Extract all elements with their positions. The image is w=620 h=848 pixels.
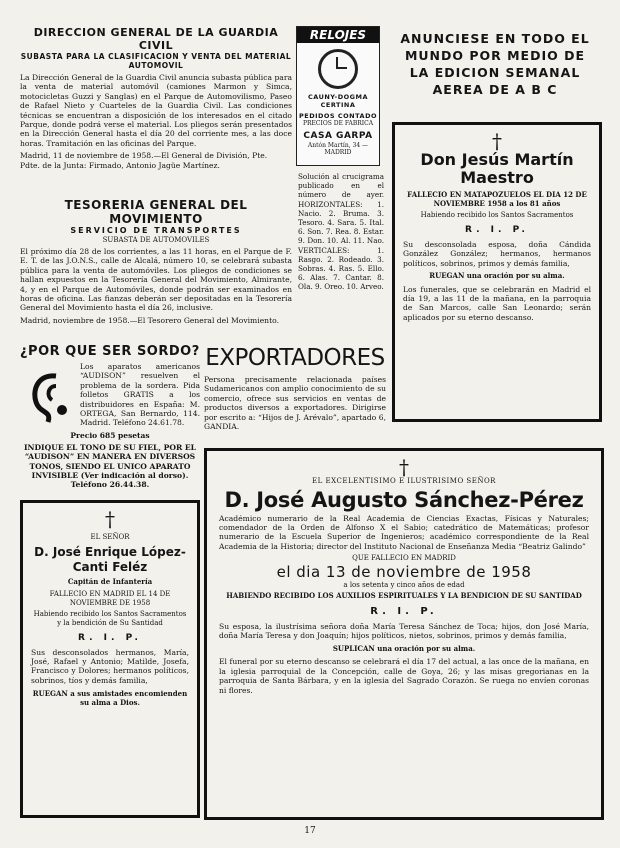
anunciese-line2: MUNDO POR MEDIO DE [404, 48, 586, 63]
lopez-died: FALLECIO EN MADRID EL 14 DE NOVIEMBRE DE 1958 [49, 590, 171, 607]
relojes-line2: PRECIOS DE FABRICA [302, 120, 374, 127]
crossword-solution [298, 172, 384, 340]
maestro-died: FALLECIO EN MATAPOZUELOS EL DIA 12 DE NOVIEMBRE 1958 a los 81 años [407, 190, 587, 208]
tesoreria-signature: Madrid, noviembre de 1958.—El Tesorero General del Movimiento. [20, 315, 279, 325]
sanchez-date: el dia 13 de noviembre de 1958 [276, 562, 532, 581]
audison-price: Precio 685 pesetas [70, 430, 150, 440]
maestro-ruegan: RUEGAN una oración por su alma. [429, 271, 565, 280]
cross-icon: † [492, 129, 502, 153]
maestro-funeral: Los funerales, que se celebrarán en Madrid el día 19, a las 11 de la mañana, en la parroquia de San Marcos, calle San Leonardo; serán aplicados por su eterno descanso. [403, 284, 591, 322]
cross-icon: † [399, 455, 409, 479]
ear-icon [26, 370, 74, 428]
audison-banner: INDIQUE EL TONO DE SU FIEL, POR EL “AUDISON” EN MANERA EN DIVERSOS TONOS, SIENDO EL UNICO APARATO INVISIBLE (Ver indicación al dorso). Teléfono 26.44.38. [23, 442, 197, 490]
watch-icon [318, 49, 358, 89]
anunciese-line3: LA EDICION SEMANAL [409, 65, 581, 80]
relojes-ad-header: RELOJES [297, 27, 379, 43]
sanchez-career: Académico numerario de la Real Academia de Ciencias Exactas, Físicas y Naturales; comendador de la Orden de Alfonso X el Sabio; catedrático de Matemáticas; profesor numerario de la Escuela Superior de Ingenieros; académico correspondiente de la Real Academia de la Historia; director del Instituto Nacional de Enseñanza Media “Beatriz Galindo” [219, 513, 589, 551]
sanchez-sacraments: HABIENDO RECIBIDO LOS AUXILIOS ESPIRITUALES Y LA BENDICION DE SU SANTIDAD [226, 591, 582, 601]
sanchez-died-intro: QUE FALLECIO EN MADRID [352, 554, 456, 563]
sanchez-family: Su esposa, la ilustrísima señora doña María Teresa Sánchez de Toca; hijos, don José María, doña María Teresa y don Joaquín; hijos políticos, nietos, sobrinos, primos y demás familia, [219, 622, 589, 641]
sanchez-funeral: El funeral por su eterno descanso se celebrará el día 17 del actual, a las once de la mañana, en la iglesia parroquial de la Concepción, calle de Goya, 26; y las misas gregorianas en la parroquia de Santa Bárbara, y en la iglesia del Sagrado Corazón. Se ruega no envíen coronas ni flores. [219, 657, 589, 695]
maestro-name-line2: Maestro [460, 168, 534, 187]
lopez-rip: R. I. P. [78, 632, 142, 643]
audison-title: ¿POR QUE SER SORDO? [20, 344, 200, 359]
relojes-shop: CASA GARPA [303, 131, 373, 141]
maestro-family: Su desconsolada esposa, doña Cándida González González; hermanos, hermanos políticos, sobrinos, primos y demás familia, [403, 239, 591, 268]
sanchez-ruegan: SUPLICAN una oración por su alma. [332, 643, 476, 653]
tesoreria-subtitle: SERVICIO DE TRANSPORTES [70, 226, 242, 235]
lopez-name-line1: D. José Enrique López- [34, 544, 186, 559]
guardia-civil-body: La Dirección General de la Guardia Civil anuncia subasta pública para la venta de material automóvil (camiones Marmon y Simca, motocicletas Guzzi y Sanglas) en el Parque de Automovilismo, Paseo de Rafael Nieto y Cuarteles de la Guardia Civil. Las condiciones técnicas se encuentran a disposición de los interesados en el citado Parque, donde podrá verse el material. Los pliegos serán presentados en la Dirección General hasta el día 20 del corriente mes, a las doce horas. Tramitación en las oficinas del Parque. [20, 73, 292, 148]
page-number: 17 [304, 826, 316, 836]
lopez-sacraments: Habiendo recibido los Santos Sacramentos y la bendición de Su Santidad [33, 610, 187, 627]
tesoreria-notice [20, 198, 292, 336]
anunciese-line1: ANUNCIESE EN TODO EL [400, 31, 590, 46]
sanchez-age: a los setenta y cinco años de edad [343, 580, 465, 589]
exportadores-title: EXPORTADORES [205, 345, 385, 371]
anunciese-ad [388, 30, 602, 110]
audison-ad [20, 344, 200, 494]
lopez-rank: Capitán de Infantería [67, 576, 153, 586]
obituary-sanchez-perez [204, 448, 604, 820]
guardia-civil-footer-right: Pdte. de la Junta: Firmado, Antonio Jagüe Martínez. [20, 160, 220, 170]
lopez-ruegan: RUEGAN a sus amistades encomienden su alma a Dios. [32, 689, 188, 707]
guardia-civil-notice [20, 26, 292, 194]
relojes-street: Antón Martín, 34 — MADRID [307, 142, 369, 156]
obituary-martin-maestro [392, 122, 602, 422]
guardia-civil-subtitle: SUBASTA PARA LA CLASIFICACION Y VENTA DEL MATERIAL AUTOMOVIL [20, 52, 292, 70]
relojes-ad [296, 26, 380, 166]
maestro-sacraments: Habiendo recibido los Santos Sacramentos [420, 211, 574, 220]
guardia-civil-footer-left: Madrid, 11 de noviembre de 1958.—El General de División, Pte. [20, 151, 268, 161]
audison-body: Los aparatos americanos “AUDISON” resuelven el problema de la sordera. Pida folletos GRATIS a los distribuidores en España: M. ORTEGA, San Bernardo, 114. Madrid. Teléfono 24.61.78. [80, 362, 200, 428]
maestro-name-line1: Don Jesús Martín [420, 150, 574, 169]
sanchez-intro: EL EXCELENTISIMO E ILUSTRISIMO SEÑOR [312, 477, 496, 485]
tesoreria-subtitle2: SUBASTA DE AUTOMOVILES [102, 236, 210, 244]
cross-icon: † [105, 507, 115, 531]
sanchez-name: D. José Augusto Sánchez-Pérez [224, 487, 584, 512]
lopez-senor: EL SEÑOR [90, 533, 130, 541]
sanchez-rip: R. I. P. [370, 606, 438, 617]
relojes-brand-names: CAUNY-DOGMA CERTINA [307, 93, 369, 109]
tesoreria-body: El próximo día 28 de los corrientes, a las 11 horas, en el Parque de F. E. T. de las J.O.N.S., calle de Alcalá, número 10, se celebrará subasta pública para la venta de automóviles. Los pliegos de condiciones se hallan expuestos en la Tesorería General del Movimiento, Almirante, 4, y en el Parque de Automóviles, donde podrán ser examinados en horas de oficina. Las fianzas deberán ser depositadas en la Tesorería General del Movimiento hasta el día 26, inclusive. [20, 247, 292, 313]
obituary-lopez-canti [20, 500, 200, 818]
guardia-civil-title: DIRECCION GENERAL DE LA GUARDIA CIVIL [33, 26, 279, 52]
lopez-name-line2: Canti Feléz [72, 559, 148, 574]
relojes-line1: PEDIDOS CONTADO [298, 112, 377, 120]
tesoreria-title: TESORERIA GENERAL DEL MOVIMIENTO [64, 198, 248, 226]
lopez-family: Sus desconsolados hermanos, María, José, Rafael y Antonio; Matilde, Josefa, Francisco y Dolores; hermanos políticos, sobrinos, tíos y demás familia, [31, 647, 189, 685]
exportadores-ad [204, 344, 386, 440]
anunciese-line4: AEREA DE A B C [432, 82, 558, 97]
maestro-rip: R. I. P. [465, 224, 529, 235]
crossword-solution-text: Solución al crucigrama publicado en el número de ayer. HORIZONTALES: 1. Nacio. 2. Bruma. 3. Tesoro. 4. Sara. 5. Ital. 6. Son. 7. Rea. 8. Estar. 9. Don. 10. Al. 11. Nao. VERTICALES: 1. Rasgo. 2. Rodeado. 3. Sobras. 4. Ras. 5. Ello. 6. Alas. 7. Cantar. 8. Ola. 9. Oreo. 10. Arveo. [298, 172, 384, 292]
exportadores-body: Persona precisamente relacionada países Sudamericanos con amplio conocimiento de su comercio, ofrece sus servicios en ventas de productos diversos a exportadores. Dirigirse por escrito a: “Hijos de J. Arévalo”, apartado 6, GANDIA. [204, 375, 386, 432]
